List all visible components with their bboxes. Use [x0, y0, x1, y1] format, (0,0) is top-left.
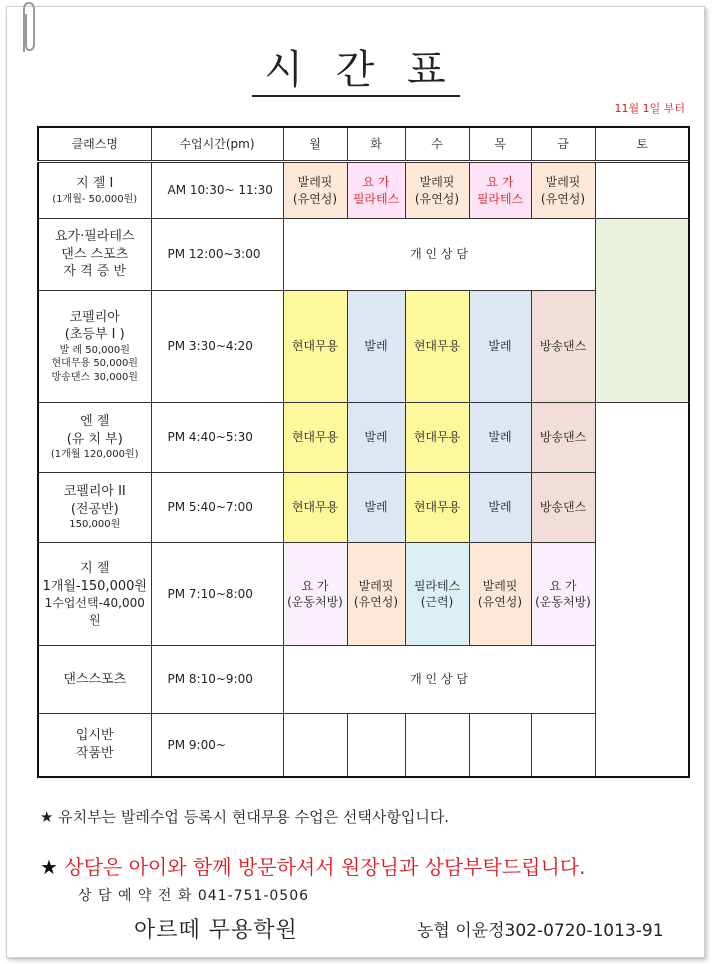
header-fri: 금 [531, 127, 595, 162]
class-name-cell: 코펠리아 II (전공반) 150,000원 [38, 473, 151, 543]
fri-cell: 방송댄스 [531, 403, 595, 473]
header-row [38, 127, 689, 162]
tue-cell: 요 가 필라테스 [347, 162, 405, 219]
timetable [37, 126, 690, 778]
mon-cell [283, 714, 347, 777]
wed-cell: 발레핏 (유연성) [405, 162, 469, 219]
academy-name: 아르떼 무용학원 [134, 918, 298, 943]
time-cell: PM 9:00~ [151, 714, 283, 777]
time-cell: PM 5:40~7:00 [151, 473, 283, 543]
header-tue: 화 [347, 127, 405, 162]
sat-empty-cell [595, 403, 689, 777]
fri-cell: 방송댄스 [531, 473, 595, 543]
fri-cell: 방송댄스 [531, 291, 595, 403]
class-name-cell: 지 젤 1개월-150,000원 1수업선택-40,000원 [38, 543, 151, 646]
sat-cell [595, 162, 689, 219]
table-row [38, 714, 689, 777]
mon-cell: 현대무용 [283, 403, 347, 473]
thu-cell: 발레 [469, 403, 531, 473]
tue-cell: 발레핏 (유연성) [347, 543, 405, 646]
time-cell: PM 4:40~5:30 [151, 403, 283, 473]
fri-cell: 요 가 (운동처방) [531, 543, 595, 646]
table-row [38, 291, 689, 403]
table-row [38, 646, 689, 714]
time-cell: AM 10:30~ 11:30 [151, 162, 283, 219]
header-class-name: 클래스명 [38, 127, 151, 162]
page-title: 시 간 표 [0, 38, 712, 95]
header-thu: 목 [469, 127, 531, 162]
mon-cell: 현대무용 [283, 473, 347, 543]
effective-date: 11월 1일 부터 [614, 102, 685, 115]
consultation-span-cell: 개 인 상 담 [283, 646, 595, 714]
thu-cell: 요 가 필라테스 [469, 162, 531, 219]
thu-cell: 발레 [469, 291, 531, 403]
kindergarten-note: ★ 유치부는 발레수업 등록시 현대무용 수업은 선택사항입니다. [40, 808, 450, 826]
table-row [38, 219, 689, 291]
header-wed: 수 [405, 127, 469, 162]
table-row [38, 473, 689, 543]
time-cell: PM 3:30~4:20 [151, 291, 283, 403]
class-name-cell: 입시반 작품반 [38, 714, 151, 777]
table-row [38, 162, 689, 219]
header-mon: 월 [283, 127, 347, 162]
table-row [38, 403, 689, 473]
thu-cell: 발레 [469, 473, 531, 543]
wed-cell: 현대무용 [405, 473, 469, 543]
consultation-span-cell: 개 인 상 담 [283, 219, 595, 291]
mon-cell: 요 가 (운동처방) [283, 543, 347, 646]
mon-cell: 발레핏 (유연성) [283, 162, 347, 219]
consultation-note: ★ 상담은 아이와 함께 방문하셔서 원장님과 상담부탁드립니다. [40, 855, 586, 879]
time-cell: PM 12:00~3:00 [151, 219, 283, 291]
thu-cell [469, 714, 531, 777]
time-cell: PM 7:10~8:00 [151, 543, 283, 646]
wed-cell: 필라테스 (근력) [405, 543, 469, 646]
class-name-cell: 요가·필라테스 댄스 스포츠 자 격 증 반 [38, 219, 151, 291]
tue-cell [347, 714, 405, 777]
time-cell: PM 8:10~9:00 [151, 646, 283, 714]
thu-cell: 발레핏 (유연성) [469, 543, 531, 646]
header-time: 수업시간(pm) [151, 127, 283, 162]
sat-major-cell [595, 219, 689, 403]
table-row [38, 543, 689, 646]
fri-cell: 발레핏 (유연성) [531, 162, 595, 219]
class-name-cell: 댄스스포츠 [38, 646, 151, 714]
reservation-phone: 상 담 예 약 전 화 041-751-0506 [78, 888, 310, 904]
star-icon: ★ [40, 855, 58, 879]
wed-cell: 현대무용 [405, 403, 469, 473]
class-name-cell: 코펠리아 (초등부 I ) 발 레 50,000원 현대무용 50,000원 방송댄스 30,000원 [38, 291, 151, 403]
tue-cell: 발레 [347, 473, 405, 543]
fri-cell [531, 714, 595, 777]
tue-cell: 발레 [347, 403, 405, 473]
class-name-cell: 엔 젤 (유 치 부) (1개월 120,000원) [38, 403, 151, 473]
class-name-cell: 지 젤 I (1개월- 50,000원) [38, 162, 151, 219]
header-sat: 토 [595, 127, 689, 162]
mon-cell: 현대무용 [283, 291, 347, 403]
wed-cell [405, 714, 469, 777]
wed-cell: 현대무용 [405, 291, 469, 403]
tue-cell: 발레 [347, 291, 405, 403]
bank-account: 농협 이윤정302-0720-1013-91 [417, 921, 664, 941]
